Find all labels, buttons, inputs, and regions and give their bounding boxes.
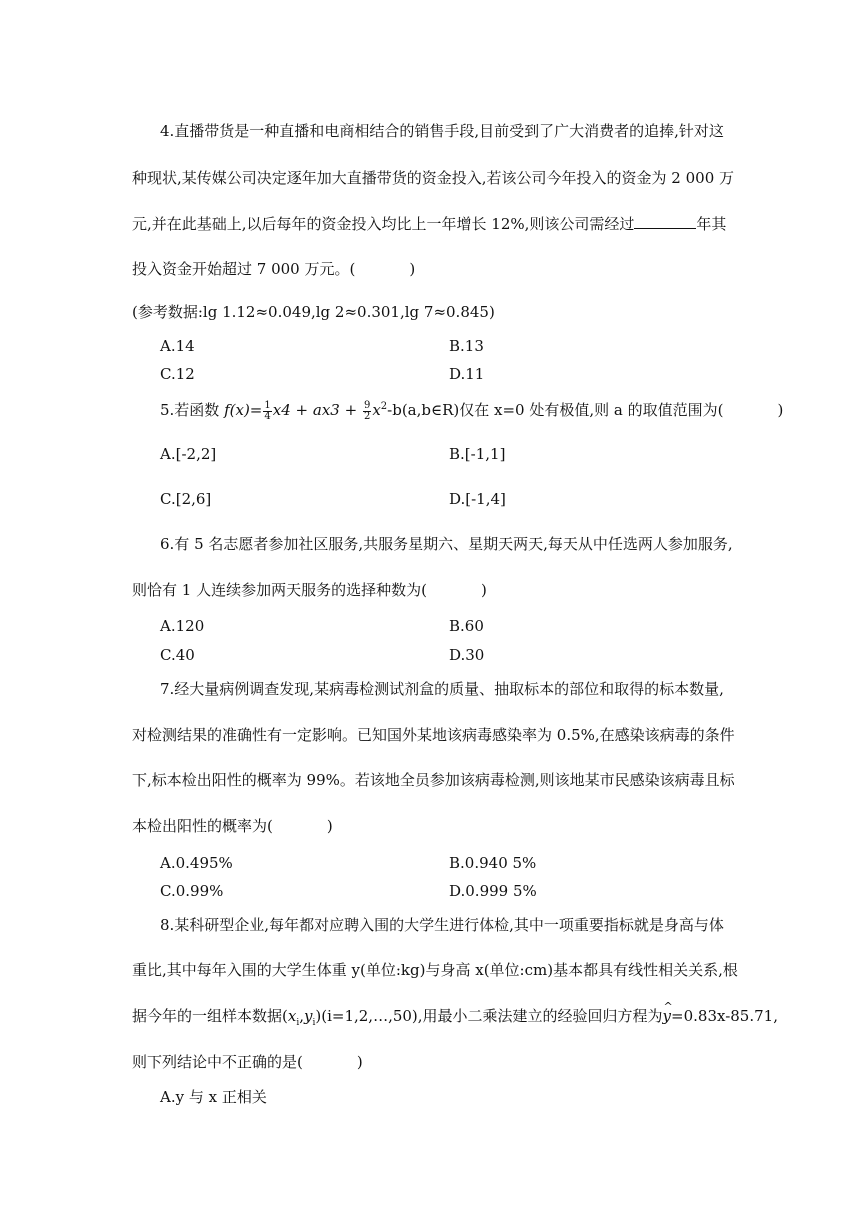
q8-y-hat: ^ y [663, 1006, 671, 1026]
q7-option-a: A.0.495% [160, 854, 233, 872]
q5-mid: x4 + ax3 + [272, 401, 362, 419]
q6-option-b: B.60 [449, 617, 484, 635]
q8-option-a: A.y 与 x 正相关 [160, 1088, 267, 1106]
q7-option-d: D.0.999 5% [449, 882, 537, 900]
q7-option-b: B.0.940 5% [449, 854, 537, 872]
q8-line-1: 8.某科研型企业,每年都对应聘入围的大学生进行体检,其中一项重要指标就是身高与体 [160, 916, 724, 934]
q4-line-3-text: 元,并在此基础上,以后每年的资金投入均比上一年增长 12%,则该公司需经过 [132, 215, 635, 233]
q4-option-b: B.13 [449, 337, 484, 355]
q5-close-paren: ) [777, 401, 784, 419]
q7-line-3: 下,标本检出阳性的概率为 99%。若该地全员参加该病毒检测,则该地某市民感染该病毒且标 [132, 771, 735, 789]
q5-option-c: C.[2,6] [160, 490, 212, 508]
q4-option-d: D.11 [449, 365, 485, 383]
q7-close-paren: ) [326, 817, 333, 835]
q8-line-4 [132, 1052, 363, 1072]
q4-line-3-tail: 年其 [696, 215, 727, 233]
q8-sub-i-2: i [312, 1018, 316, 1028]
q4-close-paren: ) [409, 260, 416, 278]
q4-line-3 [132, 214, 726, 234]
q5-sup2: 2 [380, 401, 388, 412]
q6-option-d: D.30 [449, 646, 485, 664]
q7-option-c: C.0.99% [160, 882, 224, 900]
q6-option-a: A.120 [160, 617, 205, 635]
q5-fx: f(x)= [224, 401, 263, 419]
q8-line-3-mid: )(i=1,2,…,50),用最小二乘法建立的经验回归方程为 [315, 1007, 663, 1025]
q6-option-c: C.40 [160, 646, 195, 664]
q4-line-2: 种现状,某传媒公司决定逐年加大直播带货的资金投入,若该公司今年投入的资金为 2 000 万 [132, 169, 735, 187]
q5-prefix: 5.若函数 [160, 401, 225, 419]
q8-line-3-text: 据今年的一组样本数据( [132, 1007, 288, 1025]
q5-frac-1: $\frac{1}{4}$ [264, 399, 271, 422]
q7-line-1: 7.经大量病例调查发现,某病毒检测试剂盒的质量、抽取标本的部位和取得的标本数量, [160, 680, 724, 698]
q4-option-c: C.12 [160, 365, 195, 383]
q4-reference-data: (参考数据:lg 1.12≈0.049,lg 2≈0.301,lg 7≈0.845) [132, 303, 495, 321]
q4-line-1: 4.直播带货是一种直播和电商相结合的销售手段,目前受到了广大消费者的追捧,针对这 [160, 122, 724, 140]
q8-close-paren: ) [356, 1053, 363, 1071]
q7-line-4 [132, 816, 333, 836]
q8-sub-i-1: i [296, 1018, 300, 1028]
q5-option-b: B.[-1,1] [449, 445, 506, 463]
q4-line-4 [132, 259, 415, 279]
q8-xi: x [287, 1007, 297, 1025]
q8-line-3 [132, 1006, 778, 1033]
q6-line-1: 6.有 5 名志愿者参加社区服务,共服务星期六、星期天两天,每天从中任选两人参加服务, [160, 535, 733, 553]
q5-frac-2: $\frac{9}{2}$ [363, 399, 371, 422]
q8-comma: , [299, 1007, 304, 1025]
q4-option-a: A.14 [160, 337, 195, 355]
q6-line-2 [132, 580, 487, 600]
answer-blank [634, 214, 696, 229]
q5-option-d: D.[-1,4] [449, 490, 506, 508]
q8-line-3-tail: =0.83x-85.71, [671, 1007, 778, 1025]
q6-line-2-text: 则恰有 1 人连续参加两天服务的选择种数为( [132, 581, 427, 599]
q6-close-paren: ) [480, 581, 487, 599]
q5-option-a: A.[-2,2] [160, 445, 217, 463]
q8-line-2: 重比,其中每年入围的大学生体重 y(单位:kg)与身高 x(单位:cm)基本都具有线性相关关系,根 [132, 961, 738, 979]
q8-yi: y [304, 1007, 313, 1025]
q8-line-4-text: 则下列结论中不正确的是( [132, 1053, 303, 1071]
q5-x2: x [372, 401, 381, 419]
q5-line [160, 397, 783, 422]
q4-line-4-text: 投入资金开始超过 7 000 万元。( [132, 260, 356, 278]
q5-suffix: -b(a,b∈R)仅在 x=0 处有极值,则 a 的取值范围为( [387, 401, 724, 419]
q7-line-4-text: 本检出阳性的概率为( [132, 817, 273, 835]
q7-line-2: 对检测结果的准确性有一定影响。已知国外某地该病毒感染率为 0.5%,在感染该病毒的条件 [132, 726, 735, 744]
